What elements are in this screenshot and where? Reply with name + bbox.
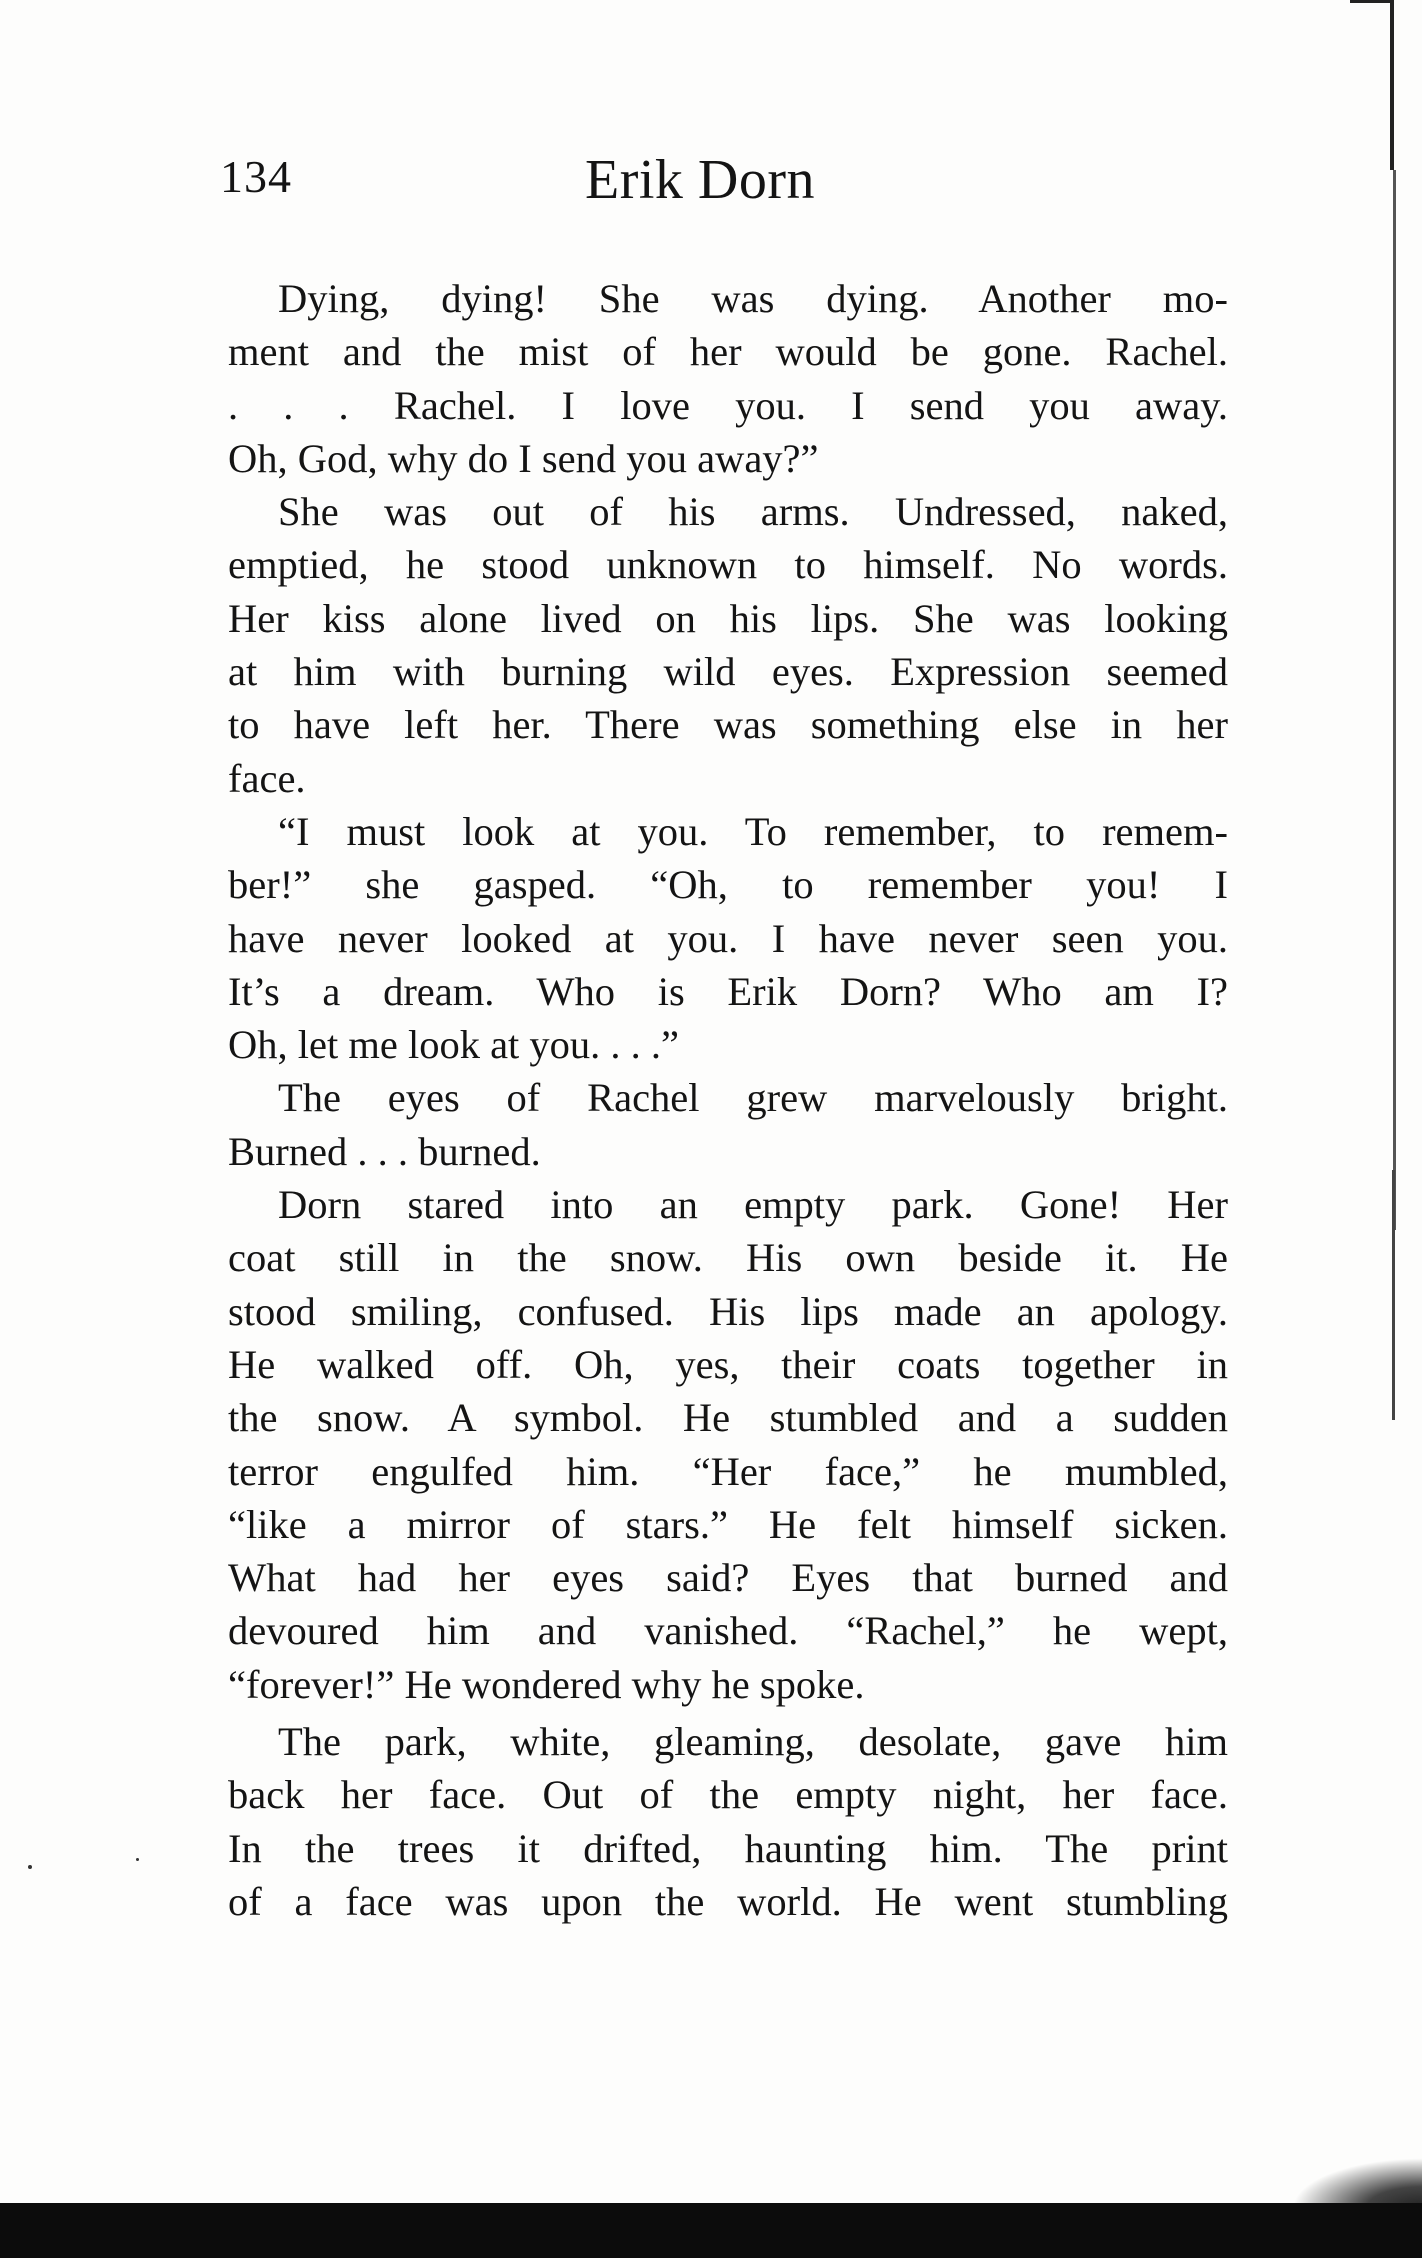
text-line: stood smiling, confused. His lips made an apology.: [228, 1288, 1228, 1334]
text-line: The park, white, gleaming, desolate, gave him: [278, 1719, 1228, 1765]
scan-bottom-edge: [0, 2203, 1422, 2258]
text-line: He walked off. Oh, yes, their coats together in: [228, 1341, 1228, 1387]
text-line: to have left her. There was something else in her: [228, 702, 1228, 748]
text-line: “like a mirror of stars.” He felt himself sicken.: [228, 1501, 1228, 1547]
scan-speck: [28, 1865, 32, 1869]
text-line: . . . Rachel. I love you. I send you away.: [228, 382, 1228, 428]
text-line: terror engulfed him. “Her face,” he mumbled,: [228, 1448, 1228, 1494]
text-line: back her face. Out of the empty night, her face.: [228, 1772, 1228, 1818]
text-line: The eyes of Rachel grew marvelously bright.: [278, 1075, 1228, 1121]
text-line: Her kiss alone lived on his lips. She was looking: [228, 595, 1228, 641]
text-line: It’s a dream. Who is Erik Dorn? Who am I?: [228, 968, 1228, 1014]
running-head-title: Erik Dorn: [585, 149, 816, 211]
text-line: emptied, he stood unknown to himself. No words.: [228, 542, 1228, 588]
text-line: In the trees it drifted, haunting him. The print: [228, 1825, 1228, 1871]
text-line: of a face was upon the world. He went stumbling: [228, 1878, 1228, 1924]
text-line: devoured him and vanished. “Rachel,” he wept,: [228, 1608, 1228, 1654]
page-number: 134: [220, 151, 292, 202]
text-line: She was out of his arms. Undressed, naked,: [278, 489, 1228, 535]
text-line: “forever!” He wondered why he spoke.: [228, 1661, 865, 1707]
text-line: coat still in the snow. His own beside it. He: [228, 1235, 1228, 1281]
text-line: have never looked at you. I have never seen you.: [228, 915, 1228, 961]
text-line: Dorn stared into an empty park. Gone! Her: [278, 1182, 1228, 1228]
body-text: [228, 272, 1228, 1928]
text-line: ment and the mist of her would be gone. Rachel.: [228, 329, 1228, 375]
scan-edge-line-top: [1390, 0, 1394, 170]
text-line: at him with burning wild eyes. Expression seemed: [228, 649, 1228, 695]
text-line: Burned . . . burned.: [228, 1128, 541, 1174]
scan-shadow: [1292, 2158, 1422, 2208]
text-line: Oh, God, why do I send you away?”: [228, 435, 819, 481]
scan-edge-line-lower: [1392, 1170, 1395, 1420]
scan-edge-corner: [1350, 0, 1394, 3]
scan-speck: [136, 1858, 139, 1861]
text-line: the snow. A symbol. He stumbled and a sudden: [228, 1395, 1228, 1441]
text-line: ber!” she gasped. “Oh, to remember you! I: [228, 862, 1228, 908]
text-line: “I must look at you. To remember, to remem-: [278, 808, 1228, 854]
text-line: Dying, dying! She was dying. Another mo-: [278, 276, 1228, 321]
text-line: What had her eyes said? Eyes that burned and: [228, 1555, 1228, 1601]
text-line: face.: [228, 755, 306, 801]
text-line: Oh, let me look at you. . . .”: [228, 1022, 680, 1068]
scan-edge-line-mid: [1393, 170, 1396, 1230]
